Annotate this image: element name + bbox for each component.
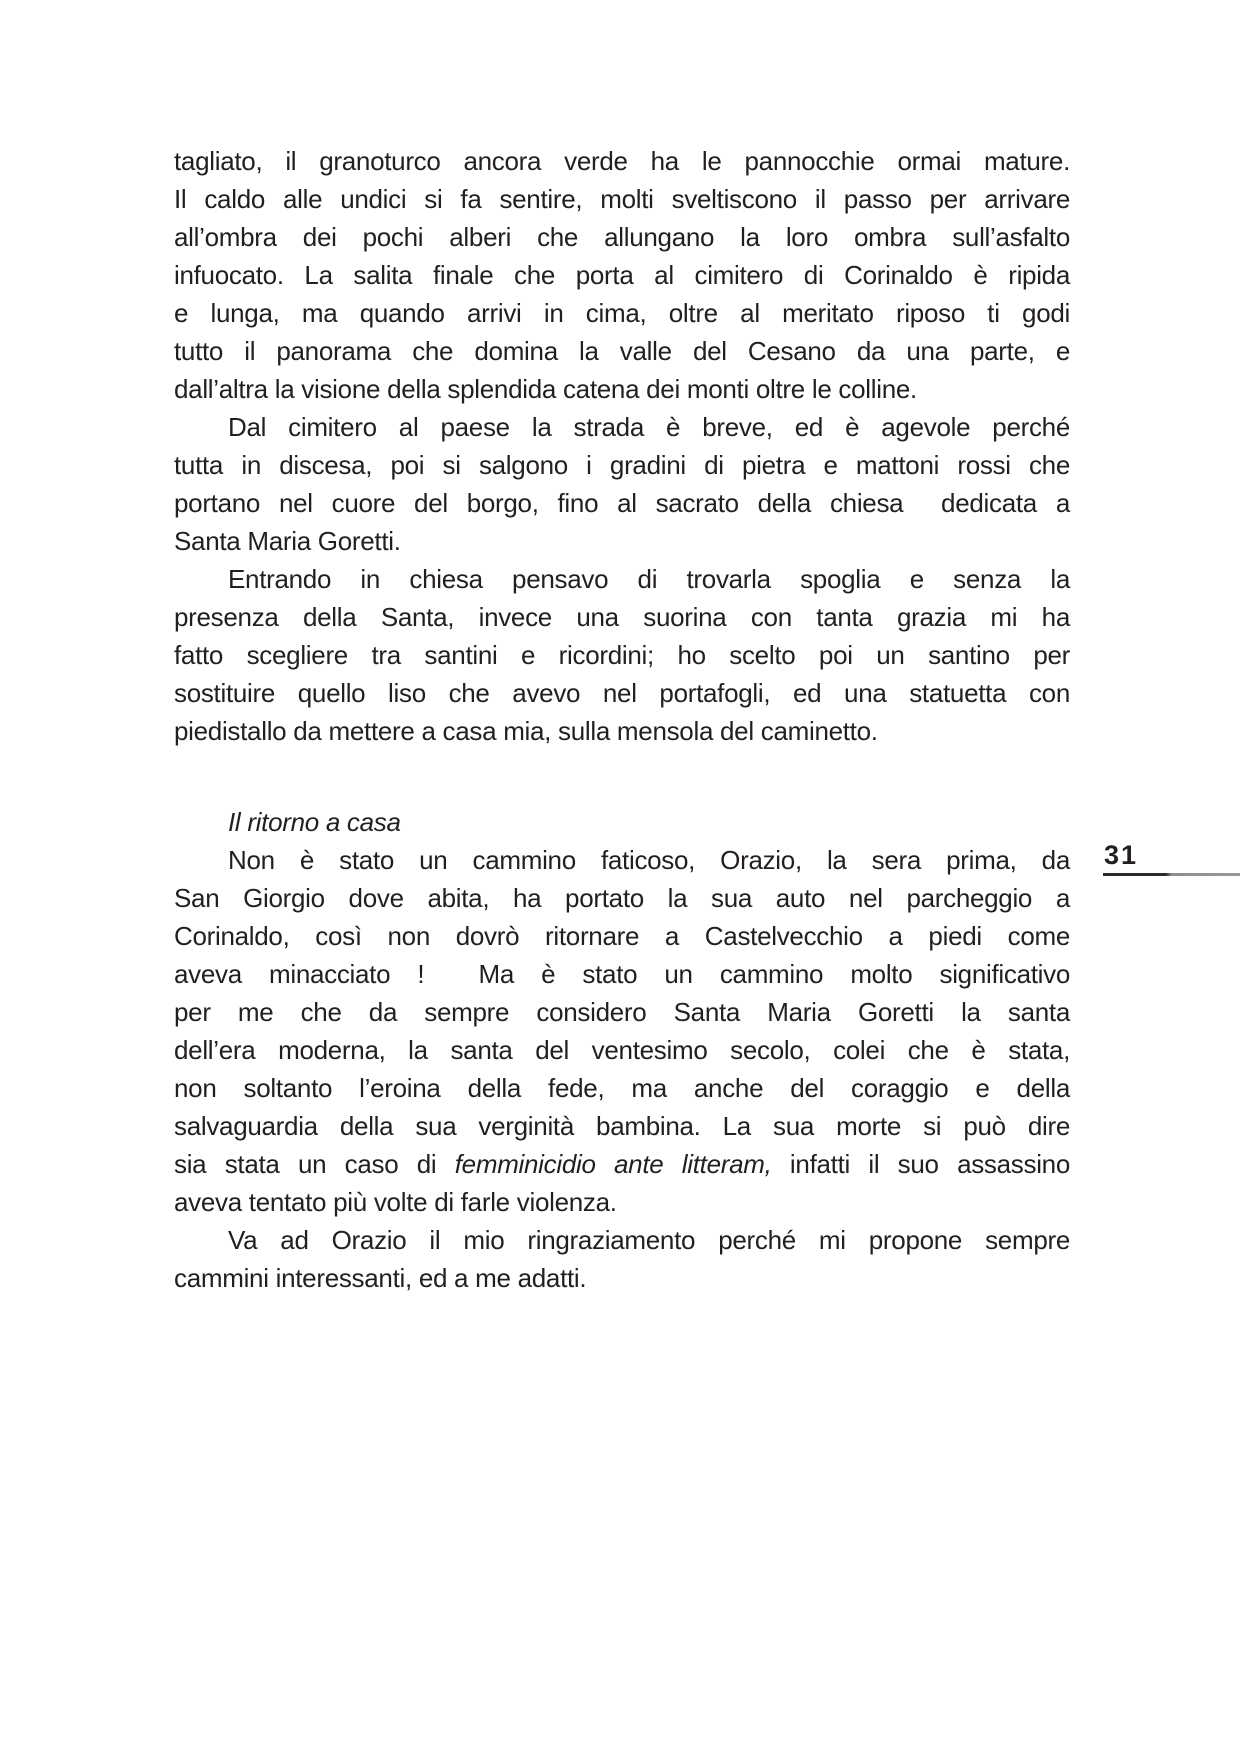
- paragraph: [174, 142, 1070, 408]
- text-segment: Santa Maria Goretti.: [174, 526, 401, 556]
- text-line: [174, 712, 1070, 750]
- section-heading: Il ritorno a casa: [228, 807, 401, 837]
- text-line: [174, 142, 1070, 180]
- text-segment: per me che da sempre considero Santa Maria Goretti la santa: [174, 997, 1070, 1027]
- text-segment: portano nel cuore del borgo, fino al sacrato della chiesa dedicata a: [174, 488, 1070, 518]
- text-segment: tutta in discesa, poi si salgono i gradini di pietra e mattoni rossi che: [174, 450, 1070, 480]
- text-segment: Corinaldo, così non dovrò ritornare a Castelvecchio a piedi come: [174, 921, 1070, 951]
- text-segment: aveva tentato più volte di farle violenza.: [174, 1187, 617, 1217]
- text-block: [174, 142, 1070, 1297]
- text-segment: cammini interessanti, ed a me adatti.: [174, 1263, 587, 1293]
- paragraph: [174, 841, 1070, 1221]
- text-line: [174, 408, 1070, 446]
- paragraph: [174, 1221, 1070, 1297]
- text-line: [174, 218, 1070, 256]
- text-segment: infuocato. La salita finale che porta al cimitero di Corinaldo è ripida: [174, 260, 1070, 290]
- page-number: 31: [1104, 840, 1139, 870]
- page-number-rule: [1103, 873, 1240, 876]
- text-segment: presenza della Santa, invece una suorina con tanta grazia mi ha: [174, 602, 1070, 632]
- paragraph: [174, 408, 1070, 560]
- text-segment: Non è stato un cammino faticoso, Orazio, la sera prima, da: [228, 845, 1070, 875]
- text-line: [174, 522, 1070, 560]
- text-segment: salvaguardia della sua verginità bambina. La sua morte si può dire: [174, 1111, 1070, 1141]
- text-line: [174, 1221, 1070, 1259]
- text-line: [174, 560, 1070, 598]
- text-line: [174, 1031, 1070, 1069]
- text-segment: non soltanto l’eroina della fede, ma anche del coraggio e della: [174, 1073, 1070, 1103]
- text-line: [174, 484, 1070, 522]
- text-line: [174, 180, 1070, 218]
- text-line: [174, 1183, 1070, 1221]
- text-line: [174, 1259, 1070, 1297]
- text-segment: sostituire quello liso che avevo nel portafogli, ed una statuetta con: [174, 678, 1070, 708]
- text-line: [174, 1069, 1070, 1107]
- text-segment: fatto scegliere tra santini e ricordini; ho scelto poi un santino per: [174, 640, 1070, 670]
- text-segment: infatti il suo assassino: [771, 1149, 1070, 1179]
- text-segment: e lunga, ma quando arrivi in cima, oltre al meritato riposo ti godi: [174, 298, 1070, 328]
- text-line: [174, 955, 1070, 993]
- text-segment: dell’era moderna, la santa del ventesimo secolo, colei che è stata,: [174, 1035, 1070, 1065]
- text-line: [174, 598, 1070, 636]
- text-line: [174, 256, 1070, 294]
- text-line: [174, 370, 1070, 408]
- paragraph: [174, 560, 1070, 750]
- text-line: [174, 674, 1070, 712]
- text-segment: Dal cimitero al paese la strada è breve, ed è agevole perché: [228, 412, 1070, 442]
- text-line: [174, 636, 1070, 674]
- text-segment: Va ad Orazio il mio ringraziamento perché mi propone sempre: [228, 1225, 1070, 1255]
- text-line: [174, 1107, 1070, 1145]
- text-segment: tagliato, il granoturco ancora verde ha le pannocchie ormai mature.: [174, 146, 1070, 176]
- text-segment: tutto il panorama che domina la valle del Cesano da una parte, e: [174, 336, 1070, 366]
- italic-phrase: femminicidio ante litteram,: [454, 1149, 772, 1179]
- text-segment: Il caldo alle undici si fa sentire, molti sveltiscono il passo per arrivare: [174, 184, 1070, 214]
- text-line: [174, 841, 1070, 879]
- text-line: [174, 993, 1070, 1031]
- text-line: [174, 294, 1070, 332]
- text-line: [174, 332, 1070, 370]
- text-segment: sia stata un caso di: [174, 1149, 455, 1179]
- text-line: [174, 917, 1070, 955]
- text-segment: piedistallo da mettere a casa mia, sulla mensola del caminetto.: [174, 716, 878, 746]
- text-segment: Entrando in chiesa pensavo di trovarla spoglia e senza la: [228, 564, 1070, 594]
- text-line: [174, 1145, 1070, 1183]
- text-segment: all’ombra dei pochi alberi che allungano la loro ombra sull’asfalto: [174, 222, 1070, 252]
- text-segment: San Giorgio dove abita, ha portato la sua auto nel parcheggio a: [174, 883, 1070, 913]
- text-line: [174, 446, 1070, 484]
- text-line: [174, 879, 1070, 917]
- text-segment: aveva minacciato ! Ma è stato un cammino molto significativo: [174, 959, 1070, 989]
- text-segment: dall’altra la visione della splendida catena dei monti oltre le colline.: [174, 374, 917, 404]
